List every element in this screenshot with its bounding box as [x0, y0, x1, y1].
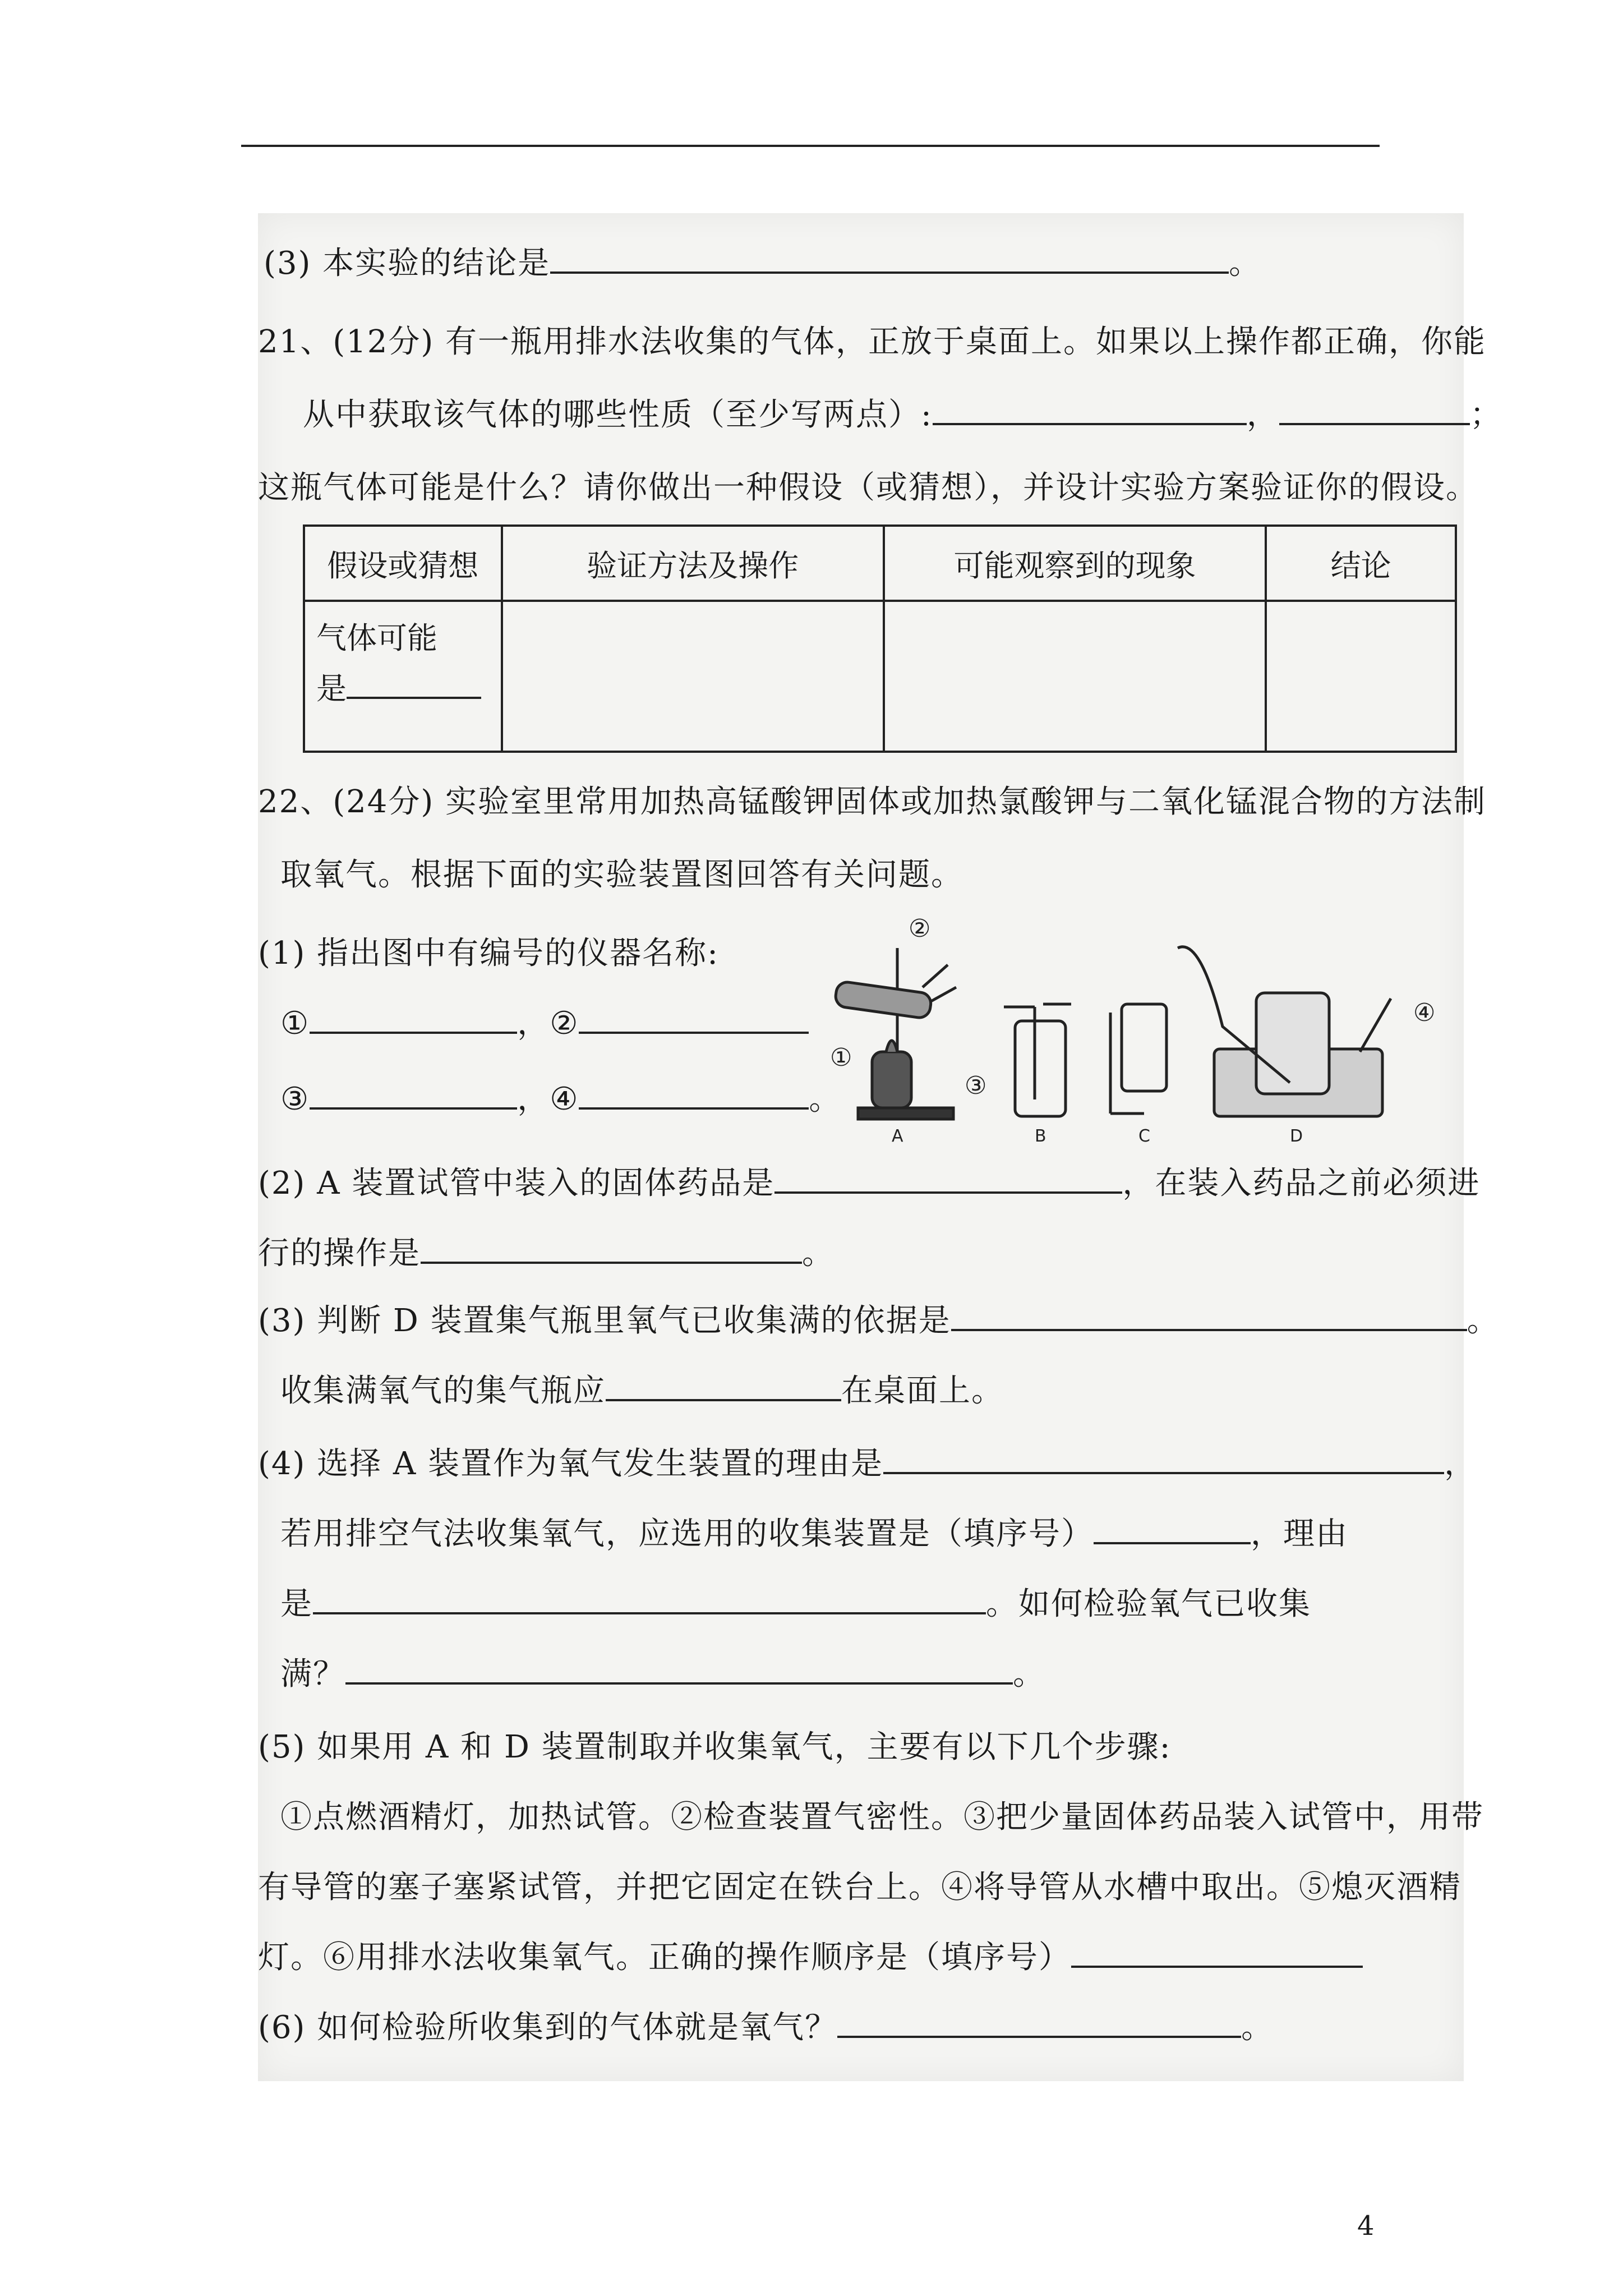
q22-part4-b: 若用排空气法收集氧气，应选用的收集装置是（填序号） ，理由	[280, 1512, 1348, 1557]
q22-part4: (4) 选择 A 装置作为氧气发生装置的理由是 ，	[258, 1442, 1477, 1487]
table-header: 可能观察到的现象	[884, 526, 1266, 601]
q21-intro: 21、(12分) 有一瓶用排水法收集的气体，正放于桌面上。如果以上操作都正确，你能	[258, 324, 1487, 360]
answer-blank-reason-b[interactable]	[313, 1582, 986, 1614]
answer-blank-gas[interactable]	[347, 666, 481, 699]
answer-blank-reason-a[interactable]	[883, 1442, 1444, 1474]
flame	[886, 1041, 897, 1052]
answer-blank[interactable]	[550, 241, 1229, 274]
q22-part4-d: 满？ 。	[280, 1652, 1045, 1697]
header-rule	[241, 145, 1380, 147]
answer-blank-reagent[interactable]	[774, 1161, 1122, 1194]
gas-collecting-bottle	[1256, 993, 1329, 1094]
bottle-b	[1015, 1021, 1066, 1116]
q22-part1: (1) 指出图中有编号的仪器名称:	[258, 935, 719, 972]
mark-1: ①	[830, 1043, 852, 1072]
q22-part6: (6) 如何检验所收集到的气体就是氧气？ 。	[258, 2005, 1274, 2050]
table-header: 验证方法及操作	[502, 526, 884, 601]
delivery-tube	[931, 987, 956, 1001]
answer-blank-order[interactable]	[1071, 1935, 1363, 1968]
q22-part2: (2) A 装置试管中装入的固体药品是 ，在装入药品之前必须进	[258, 1161, 1480, 1206]
pointer-4	[1360, 999, 1391, 1052]
q22-intro: 22、(24分) 实验室里常用加热高锰酸钾固体或加热氯酸钾与二氧化锰混合物的方法制	[258, 784, 1487, 820]
test-tube	[834, 981, 933, 1019]
q22-part5: (5) 如果用 A 和 D 装置制取并收集氧气，主要有以下几个步骤:	[258, 1729, 1172, 1765]
q22-part1-blanks-b: ③ ，④ 。	[280, 1077, 841, 1122]
table-cell-hypothesis[interactable]: 气体可能 是	[304, 601, 502, 752]
answer-blank-test-oxygen[interactable]	[837, 2005, 1241, 2038]
page-number: 4	[1357, 2210, 1375, 2242]
answer-blank-instrument-1[interactable]	[310, 1001, 517, 1034]
label-c: C	[1138, 1126, 1150, 1144]
table-cell-method[interactable]	[502, 601, 884, 752]
hypothesis-table	[303, 524, 1457, 753]
table-cell-observation[interactable]	[884, 601, 1266, 752]
answer-blank-operation[interactable]	[421, 1231, 802, 1264]
table-header: 假设或猜想	[304, 526, 502, 601]
apparatus-figure	[808, 914, 1481, 1144]
bottle-c	[1122, 1004, 1166, 1091]
answer-blank-instrument-3[interactable]	[310, 1077, 517, 1110]
q22-part2-cont: 行的操作是 。	[258, 1231, 834, 1276]
q21-properties: 从中获取该气体的哪些性质（至少写两点）: ， ；	[303, 393, 1502, 438]
answer-blank-full-basis[interactable]	[951, 1299, 1467, 1331]
pointer-2	[923, 965, 948, 987]
q20-part3: (3) 本实验的结论是 。	[264, 241, 1261, 286]
mark-3: ③	[965, 1071, 987, 1100]
q22-part5-steps-c: 灯。⑥用排水法收集氧气。正确的操作顺序是（填序号）	[258, 1935, 1363, 1980]
q22-part4-c: 是 。如何检验氧气已收集	[280, 1582, 1311, 1627]
mark-4: ④	[1413, 999, 1436, 1027]
question-text: (3) 本实验的结论是	[264, 245, 551, 282]
q22-part5-steps-b: 有导管的塞子塞紧试管，并把它固定在铁台上。④将导管从水槽中取出。⑤熄灭酒精	[258, 1869, 1461, 1906]
answer-blank-property-1[interactable]	[933, 393, 1247, 425]
q22-part5-steps-a: ①点燃酒精灯，加热试管。②检查装置气密性。③把少量固体药品装入试管中，用带	[280, 1799, 1484, 1835]
q22-part3: (3) 判断 D 装置集气瓶里氧气已收集满的依据是 。	[258, 1299, 1500, 1343]
q22-part1-blanks-a: ① ，②	[280, 1001, 809, 1046]
stand-base	[858, 1108, 953, 1119]
table-header: 结论	[1266, 526, 1456, 601]
label-a: A	[892, 1126, 903, 1144]
mark-2: ②	[909, 914, 931, 943]
q22-intro-cont: 取氧气。根据下面的实验装置图回答有关问题。	[280, 857, 963, 893]
label-b: B	[1035, 1126, 1046, 1144]
q22-part3-cont: 收集满氧气的集气瓶应 在桌面上。	[280, 1369, 1004, 1414]
answer-blank-property-2[interactable]	[1279, 393, 1470, 425]
label-d: D	[1290, 1126, 1303, 1144]
answer-blank-check-full[interactable]	[345, 1652, 1013, 1685]
table-cell-conclusion[interactable]	[1266, 601, 1456, 752]
answer-blank-instrument-2[interactable]	[579, 1001, 809, 1034]
alcohol-lamp	[872, 1052, 911, 1108]
answer-blank-device[interactable]	[1094, 1512, 1251, 1544]
answer-blank-placement[interactable]	[606, 1369, 841, 1401]
q21-hypothesis-prompt: 这瓶气体可能是什么？请你做出一种假设（或猜想），并设计实验方案验证你的假设。	[258, 470, 1478, 506]
answer-blank-instrument-4[interactable]	[579, 1077, 809, 1110]
